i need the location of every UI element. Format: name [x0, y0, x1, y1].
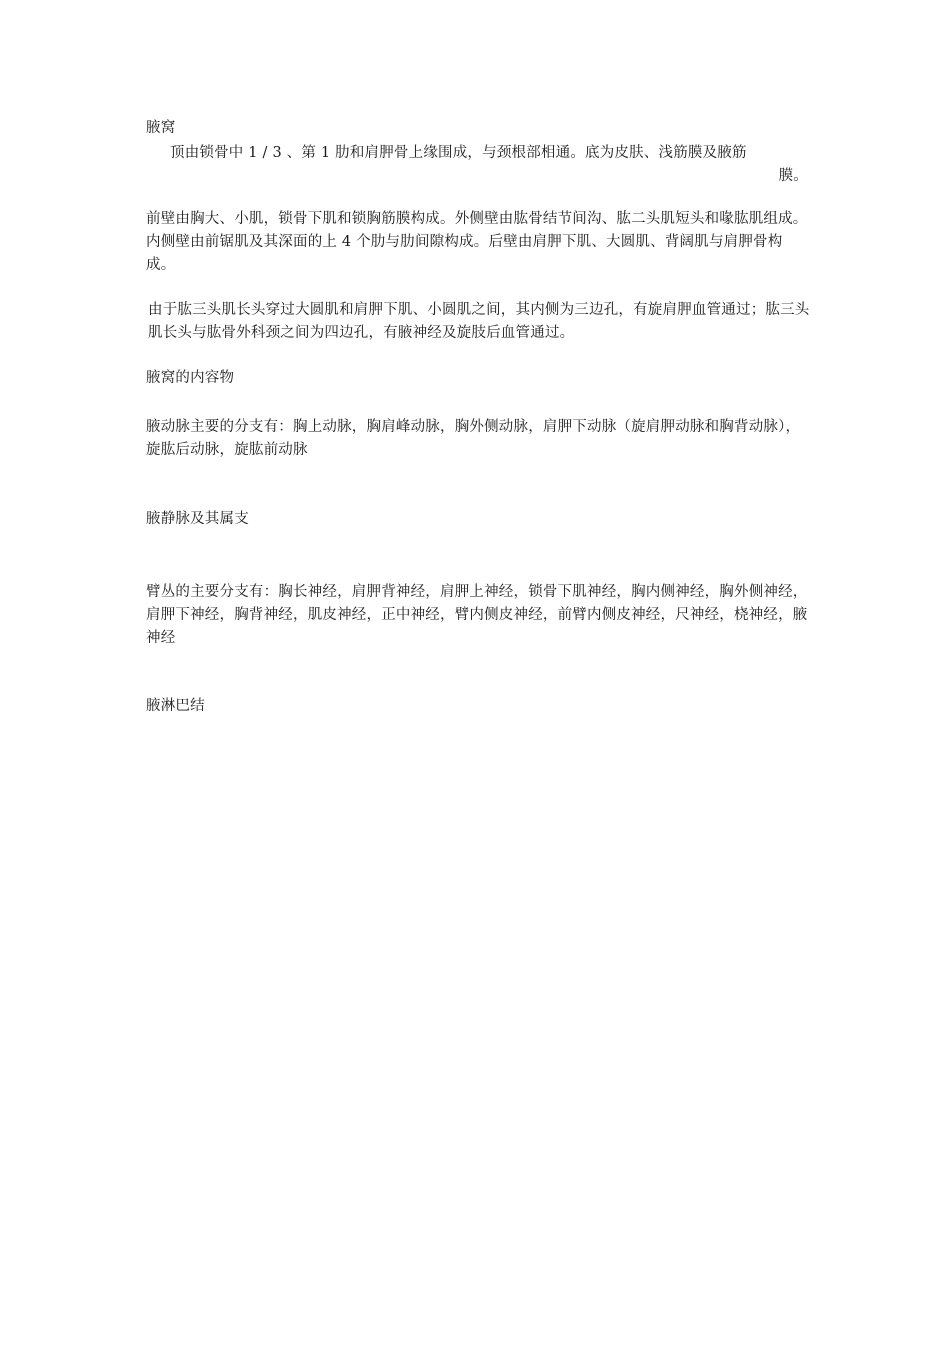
- heading-axilla: 腋窝: [146, 120, 176, 136]
- paragraph-spaces: 由于肱三头肌长头穿过大圆肌和肩胛下肌、小圆肌之间，其内侧为三边孔，有旋肩胛血管通过；肱三头肌长头与肱骨外科颈之间为四边孔，有腋神经及旋肢后血管通过。: [148, 302, 810, 341]
- paragraph-artery: 腋动脉主要的分支有：胸上动脉，胸肩峰动脉，胸外侧动脉，肩胛下动脉（旋肩胛动脉和胸背动脉），旋肱后动脉，旋肱前动脉: [146, 419, 801, 458]
- paragraph-apex-line1: 顶由锁骨中 1 / 3 、第 1 肋和肩胛骨上缘围成，与颈根部相通。底为皮肤、浅筋膜及腋筋: [170, 145, 747, 161]
- heading-lymph: 腋淋巴结: [146, 698, 205, 714]
- heading-contents: 腋窝的内容物: [146, 370, 235, 386]
- paragraph-walls: 前壁由胸大、小肌，锁骨下肌和锁胸筋膜构成。外侧壁由肱骨结节间沟、肱二头肌短头和喙肱肌组成。 内侧壁由前锯肌及其深面的上 4 个肋与肋间隙构成。后壁由肩胛下肌、大圆肌、背阔肌与肩胛骨构成。: [146, 211, 808, 273]
- paragraph-plexus: 臂丛的主要分支有：胸长神经，肩胛背神经，肩胛上神经，锁骨下肌神经，胸内侧神经，胸外侧神经，肩胛下神经，胸背神经，肌皮神经，正中神经，臂内侧皮神经，前臂内侧皮神经，尺神经，桡神经，腋神经: [146, 584, 808, 646]
- paragraph-apex: [146, 142, 810, 188]
- heading-vein: 腋静脉及其属支: [146, 511, 249, 527]
- paragraph-apex-line2: 膜。: [778, 168, 808, 184]
